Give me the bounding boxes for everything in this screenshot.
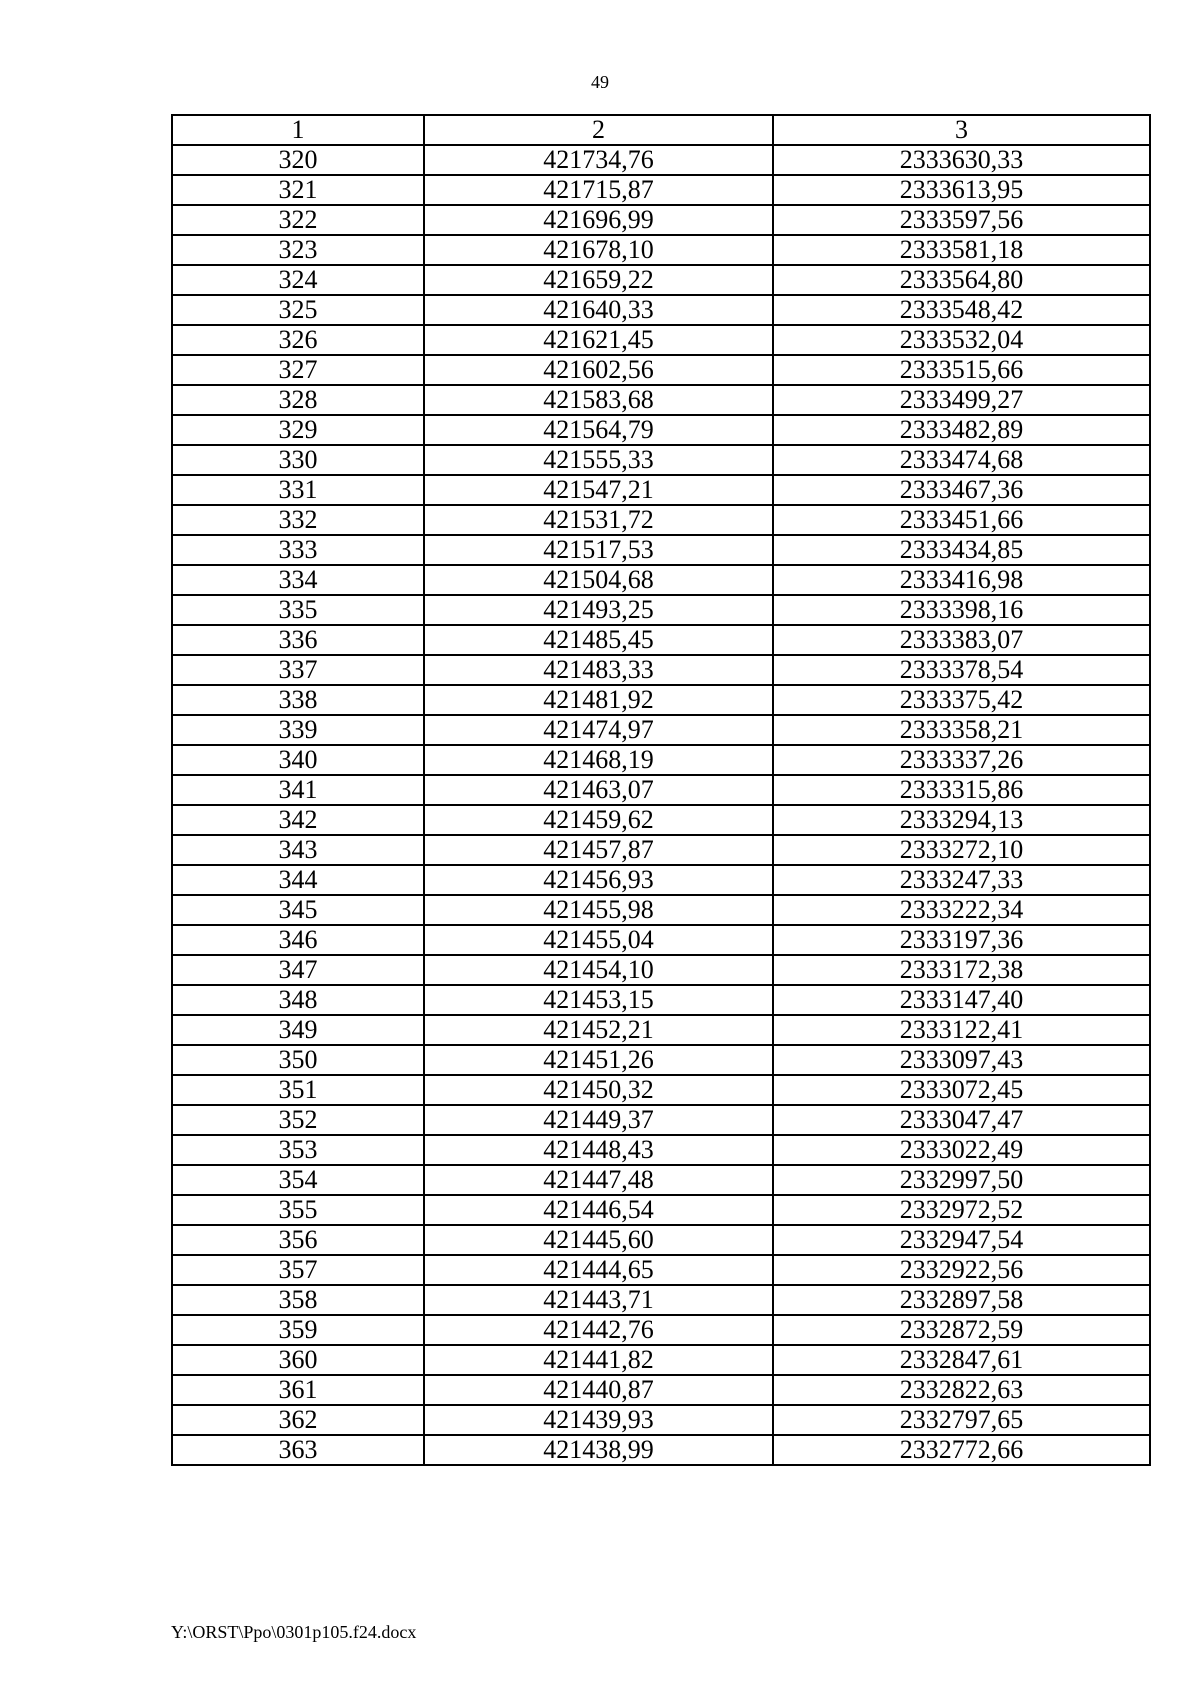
point-number-cell: 363	[172, 1435, 424, 1465]
y-coordinate-cell: 2333398,16	[773, 595, 1150, 625]
point-number-cell: 336	[172, 625, 424, 655]
y-coordinate-cell: 2333474,68	[773, 445, 1150, 475]
x-coordinate-cell: 421696,99	[424, 205, 773, 235]
point-number-cell: 346	[172, 925, 424, 955]
point-number-cell: 345	[172, 895, 424, 925]
y-coordinate-cell: 2332897,58	[773, 1285, 1150, 1315]
table-row	[172, 1255, 1150, 1285]
table-row	[172, 205, 1150, 235]
table-row	[172, 625, 1150, 655]
table-row	[172, 565, 1150, 595]
x-coordinate-cell: 421443,71	[424, 1285, 773, 1315]
point-number-cell: 343	[172, 835, 424, 865]
y-coordinate-cell: 2333047,47	[773, 1105, 1150, 1135]
y-coordinate-cell: 2332997,50	[773, 1165, 1150, 1195]
point-number-cell: 335	[172, 595, 424, 625]
x-coordinate-cell: 421659,22	[424, 265, 773, 295]
point-number-cell: 324	[172, 265, 424, 295]
y-coordinate-cell: 2333548,42	[773, 295, 1150, 325]
y-coordinate-cell: 2333564,80	[773, 265, 1150, 295]
table-row	[172, 895, 1150, 925]
x-coordinate-cell: 421493,25	[424, 595, 773, 625]
table-row	[172, 1045, 1150, 1075]
y-coordinate-cell: 2333358,21	[773, 715, 1150, 745]
x-coordinate-cell: 421451,26	[424, 1045, 773, 1075]
x-coordinate-cell: 421485,45	[424, 625, 773, 655]
x-coordinate-cell: 421445,60	[424, 1225, 773, 1255]
point-number-cell: 340	[172, 745, 424, 775]
point-number-cell: 350	[172, 1045, 424, 1075]
y-coordinate-cell: 2333613,95	[773, 175, 1150, 205]
y-coordinate-cell: 2332872,59	[773, 1315, 1150, 1345]
table-row	[172, 865, 1150, 895]
y-coordinate-cell: 2333294,13	[773, 805, 1150, 835]
point-number-cell: 337	[172, 655, 424, 685]
y-coordinate-cell: 2333383,07	[773, 625, 1150, 655]
point-number-cell: 353	[172, 1135, 424, 1165]
point-number-cell: 331	[172, 475, 424, 505]
point-number-cell: 320	[172, 145, 424, 175]
y-coordinate-cell: 2333416,98	[773, 565, 1150, 595]
y-coordinate-cell: 2332797,65	[773, 1405, 1150, 1435]
x-coordinate-cell: 421564,79	[424, 415, 773, 445]
y-coordinate-cell: 2333197,36	[773, 925, 1150, 955]
x-coordinate-cell: 421481,92	[424, 685, 773, 715]
point-number-cell: 327	[172, 355, 424, 385]
y-coordinate-cell: 2333597,56	[773, 205, 1150, 235]
point-number-cell: 325	[172, 295, 424, 325]
x-coordinate-cell: 421463,07	[424, 775, 773, 805]
y-coordinate-cell: 2333247,33	[773, 865, 1150, 895]
x-coordinate-cell: 421452,21	[424, 1015, 773, 1045]
point-number-cell: 357	[172, 1255, 424, 1285]
table-row	[172, 955, 1150, 985]
x-coordinate-cell: 421547,21	[424, 475, 773, 505]
y-coordinate-cell: 2333022,49	[773, 1135, 1150, 1165]
header-row	[172, 115, 1150, 145]
point-number-cell: 344	[172, 865, 424, 895]
x-coordinate-cell: 421455,04	[424, 925, 773, 955]
point-number-cell: 362	[172, 1405, 424, 1435]
column-header-3: 3	[773, 115, 1150, 145]
table-row	[172, 1165, 1150, 1195]
coordinates-table	[171, 114, 1151, 1466]
y-coordinate-cell: 2333532,04	[773, 325, 1150, 355]
x-coordinate-cell: 421448,43	[424, 1135, 773, 1165]
table-row	[172, 325, 1150, 355]
table-row	[172, 475, 1150, 505]
y-coordinate-cell: 2333072,45	[773, 1075, 1150, 1105]
table-row	[172, 1135, 1150, 1165]
y-coordinate-cell: 2333434,85	[773, 535, 1150, 565]
table-row	[172, 445, 1150, 475]
point-number-cell: 352	[172, 1105, 424, 1135]
x-coordinate-cell: 421447,48	[424, 1165, 773, 1195]
y-coordinate-cell: 2333499,27	[773, 385, 1150, 415]
x-coordinate-cell: 421438,99	[424, 1435, 773, 1465]
table-header	[172, 115, 1150, 145]
x-coordinate-cell: 421444,65	[424, 1255, 773, 1285]
x-coordinate-cell: 421640,33	[424, 295, 773, 325]
y-coordinate-cell: 2333378,54	[773, 655, 1150, 685]
point-number-cell: 326	[172, 325, 424, 355]
x-coordinate-cell: 421734,76	[424, 145, 773, 175]
x-coordinate-cell: 421441,82	[424, 1345, 773, 1375]
point-number-cell: 333	[172, 535, 424, 565]
column-header-2: 2	[424, 115, 773, 145]
table-row	[172, 235, 1150, 265]
footer-file-path: Y:\ORST\Ppo\0301p105.f24.docx	[171, 1622, 417, 1642]
table-row	[172, 535, 1150, 565]
point-number-cell: 349	[172, 1015, 424, 1045]
table-row	[172, 655, 1150, 685]
table-row	[172, 355, 1150, 385]
table-row	[172, 595, 1150, 625]
x-coordinate-cell: 421504,68	[424, 565, 773, 595]
x-coordinate-cell: 421439,93	[424, 1405, 773, 1435]
table-row	[172, 1105, 1150, 1135]
table-row	[172, 295, 1150, 325]
x-coordinate-cell: 421454,10	[424, 955, 773, 985]
y-coordinate-cell: 2333337,26	[773, 745, 1150, 775]
table-row	[172, 805, 1150, 835]
x-coordinate-cell: 421459,62	[424, 805, 773, 835]
y-coordinate-cell: 2332847,61	[773, 1345, 1150, 1375]
table-row	[172, 1435, 1150, 1465]
y-coordinate-cell: 2332947,54	[773, 1225, 1150, 1255]
table-row	[172, 1195, 1150, 1225]
table-row	[172, 835, 1150, 865]
x-coordinate-cell: 421457,87	[424, 835, 773, 865]
point-number-cell: 341	[172, 775, 424, 805]
point-number-cell: 329	[172, 415, 424, 445]
x-coordinate-cell: 421442,76	[424, 1315, 773, 1345]
y-coordinate-cell: 2333581,18	[773, 235, 1150, 265]
table-row	[172, 775, 1150, 805]
x-coordinate-cell: 421453,15	[424, 985, 773, 1015]
point-number-cell: 356	[172, 1225, 424, 1255]
point-number-cell: 351	[172, 1075, 424, 1105]
x-coordinate-cell: 421446,54	[424, 1195, 773, 1225]
y-coordinate-cell: 2333451,66	[773, 505, 1150, 535]
y-coordinate-cell: 2333375,42	[773, 685, 1150, 715]
x-coordinate-cell: 421531,72	[424, 505, 773, 535]
table-row	[172, 175, 1150, 205]
table-row	[172, 985, 1150, 1015]
table-row	[172, 745, 1150, 775]
y-coordinate-cell: 2333122,41	[773, 1015, 1150, 1045]
x-coordinate-cell: 421450,32	[424, 1075, 773, 1105]
y-coordinate-cell: 2332822,63	[773, 1375, 1150, 1405]
x-coordinate-cell: 421449,37	[424, 1105, 773, 1135]
x-coordinate-cell: 421678,10	[424, 235, 773, 265]
x-coordinate-cell: 421621,45	[424, 325, 773, 355]
page-number: 49	[591, 72, 609, 92]
x-coordinate-cell: 421517,53	[424, 535, 773, 565]
table-row	[172, 1015, 1150, 1045]
x-coordinate-cell: 421602,56	[424, 355, 773, 385]
table-row	[172, 1315, 1150, 1345]
table-body	[172, 145, 1150, 1465]
point-number-cell: 322	[172, 205, 424, 235]
y-coordinate-cell: 2332972,52	[773, 1195, 1150, 1225]
y-coordinate-cell: 2332922,56	[773, 1255, 1150, 1285]
y-coordinate-cell: 2332772,66	[773, 1435, 1150, 1465]
y-coordinate-cell: 2333147,40	[773, 985, 1150, 1015]
y-coordinate-cell: 2333630,33	[773, 145, 1150, 175]
table-row	[172, 1285, 1150, 1315]
table-row	[172, 1075, 1150, 1105]
point-number-cell: 328	[172, 385, 424, 415]
y-coordinate-cell: 2333482,89	[773, 415, 1150, 445]
y-coordinate-cell: 2333172,38	[773, 955, 1150, 985]
x-coordinate-cell: 421715,87	[424, 175, 773, 205]
table-row	[172, 925, 1150, 955]
point-number-cell: 347	[172, 955, 424, 985]
x-coordinate-cell: 421483,33	[424, 655, 773, 685]
y-coordinate-cell: 2333515,66	[773, 355, 1150, 385]
point-number-cell: 360	[172, 1345, 424, 1375]
column-header-1: 1	[172, 115, 424, 145]
table-row	[172, 715, 1150, 745]
table-row	[172, 145, 1150, 175]
point-number-cell: 339	[172, 715, 424, 745]
table-row	[172, 1375, 1150, 1405]
point-number-cell: 355	[172, 1195, 424, 1225]
table-row	[172, 385, 1150, 415]
point-number-cell: 359	[172, 1315, 424, 1345]
point-number-cell: 361	[172, 1375, 424, 1405]
point-number-cell: 323	[172, 235, 424, 265]
y-coordinate-cell: 2333315,86	[773, 775, 1150, 805]
table-row	[172, 415, 1150, 445]
point-number-cell: 321	[172, 175, 424, 205]
y-coordinate-cell: 2333222,34	[773, 895, 1150, 925]
x-coordinate-cell: 421468,19	[424, 745, 773, 775]
point-number-cell: 338	[172, 685, 424, 715]
point-number-cell: 342	[172, 805, 424, 835]
table-row	[172, 685, 1150, 715]
point-number-cell: 358	[172, 1285, 424, 1315]
x-coordinate-cell: 421583,68	[424, 385, 773, 415]
table-row	[172, 265, 1150, 295]
table-row	[172, 505, 1150, 535]
point-number-cell: 332	[172, 505, 424, 535]
y-coordinate-cell: 2333467,36	[773, 475, 1150, 505]
point-number-cell: 330	[172, 445, 424, 475]
x-coordinate-cell: 421555,33	[424, 445, 773, 475]
x-coordinate-cell: 421440,87	[424, 1375, 773, 1405]
table-row	[172, 1405, 1150, 1435]
table-row	[172, 1345, 1150, 1375]
y-coordinate-cell: 2333272,10	[773, 835, 1150, 865]
point-number-cell: 334	[172, 565, 424, 595]
y-coordinate-cell: 2333097,43	[773, 1045, 1150, 1075]
x-coordinate-cell: 421456,93	[424, 865, 773, 895]
x-coordinate-cell: 421455,98	[424, 895, 773, 925]
x-coordinate-cell: 421474,97	[424, 715, 773, 745]
point-number-cell: 354	[172, 1165, 424, 1195]
point-number-cell: 348	[172, 985, 424, 1015]
table-row	[172, 1225, 1150, 1255]
